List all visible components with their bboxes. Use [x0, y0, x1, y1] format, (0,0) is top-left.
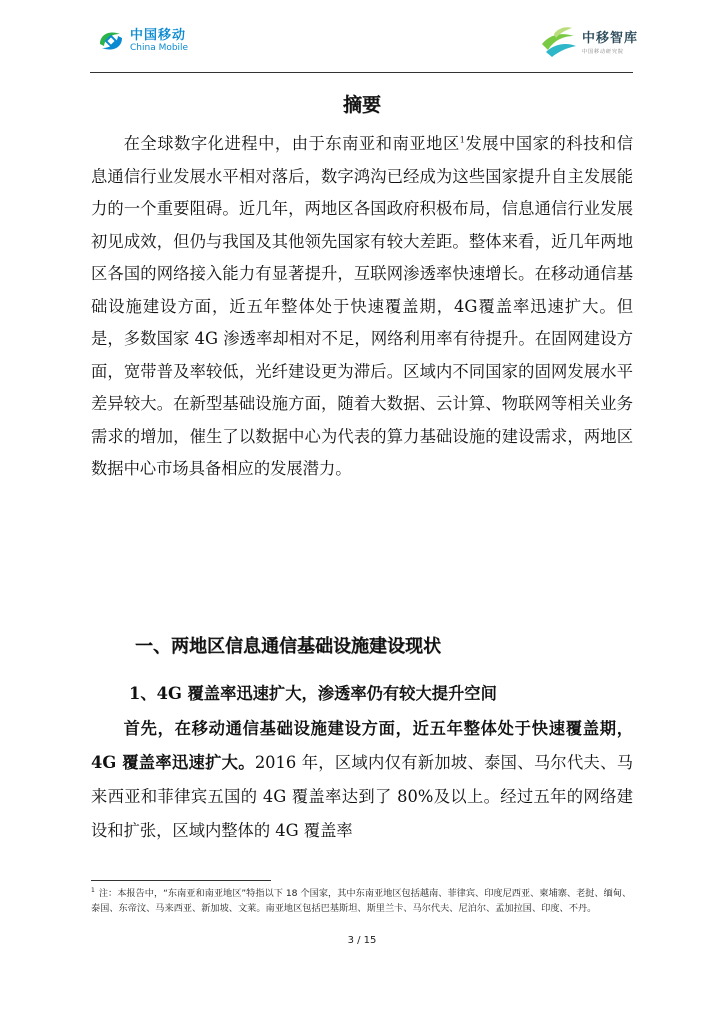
thinktank-logo-sub: 中国移动研究院: [582, 49, 625, 55]
china-mobile-logo: [96, 26, 188, 56]
page-number: 3 / 15: [347, 935, 377, 946]
china-mobile-emblem-icon: [96, 26, 126, 56]
header-divider: [90, 72, 633, 73]
china-mobile-logo-cn: 中国移动: [130, 28, 187, 43]
cmcc-thinktank-logo: [540, 24, 638, 58]
abstract-text-1: 在全球数字化进程中，由于东南亚和南亚地区: [123, 134, 460, 153]
footnote-reference[interactable]: 1: [459, 135, 465, 145]
subsection-heading: 1、4G 覆盖率迅速扩大，渗透率仍有较大提升空间: [129, 684, 497, 703]
footnote-text: 注：本报告中，“东南亚和南亚地区”特指以下 18 个国家，其中东南亚地区包括越南、菲律宾、印度尼西亚、柬埔寨、老挝、缅甸、泰国、东帝汶、马来西亚、新加坡、文莱。南亚地区包括巴基斯坦、斯里兰卡、马尔代夫、尼泊尔、孟加拉国、印度、不丹。: [91, 888, 632, 914]
thinktank-emblem-icon: [540, 24, 578, 58]
section-heading: 一、两地区信息通信基础设施建设现状: [135, 636, 441, 657]
page-header: [0, 0, 724, 80]
footnote-mark: 1: [91, 886, 95, 894]
footnote-divider: [91, 880, 271, 881]
section-paragraph-lead: 首先，在移动通信基础设施建设方面，近五年整体处于快速覆盖期，4G 覆盖率迅速扩大。: [91, 719, 633, 772]
footnote: [91, 886, 633, 916]
section-paragraph-rest: 2016 年，区域内仅有新加坡、泰国、马尔代夫、马来西亚和菲律宾五国的 4G 覆盖率达到了 80%及以上。经过五年的网络建设和扩张，区域内整体的 4G 覆盖率: [91, 753, 633, 840]
page-title: 摘要: [342, 94, 381, 116]
section-paragraph: [91, 712, 633, 848]
china-mobile-logo-en: China Mobile: [130, 43, 189, 53]
thinktank-logo-cn: 中移智库: [582, 31, 639, 46]
abstract-text-2: 发展中国家的科技和信息通信行业发展水平相对落后，数字鸿沟已经成为这些国家提升自主发展能力的一个重要阻碍。近几年，两地区各国政府积极布局，信息通信行业发展初见成效，但仍与我国及其他领先国家有较大差距。整体来看，近几年两地区各国的网络接入能力有显著提升，互联网渗透率快速增长。在移动通信基础设施建设方面，近五年整体处于快速覆盖期，4G覆盖率迅速扩大。但是，多数国家 4G 渗透率却相对不足，网络利用率有待提升。在固网建设方面，宽带普及率较低，光纤建设更为滞后。区域内不同国家的固网发展水平差异较大。在新型基础设施方面，随着大数据、云计算、物联网等相关业务需求的增加，催生了以数据中心为代表的算力基础设施的建设需求，两地区数据中心市场具备相应的发展潜力。: [91, 134, 633, 478]
abstract-paragraph: [91, 128, 633, 486]
